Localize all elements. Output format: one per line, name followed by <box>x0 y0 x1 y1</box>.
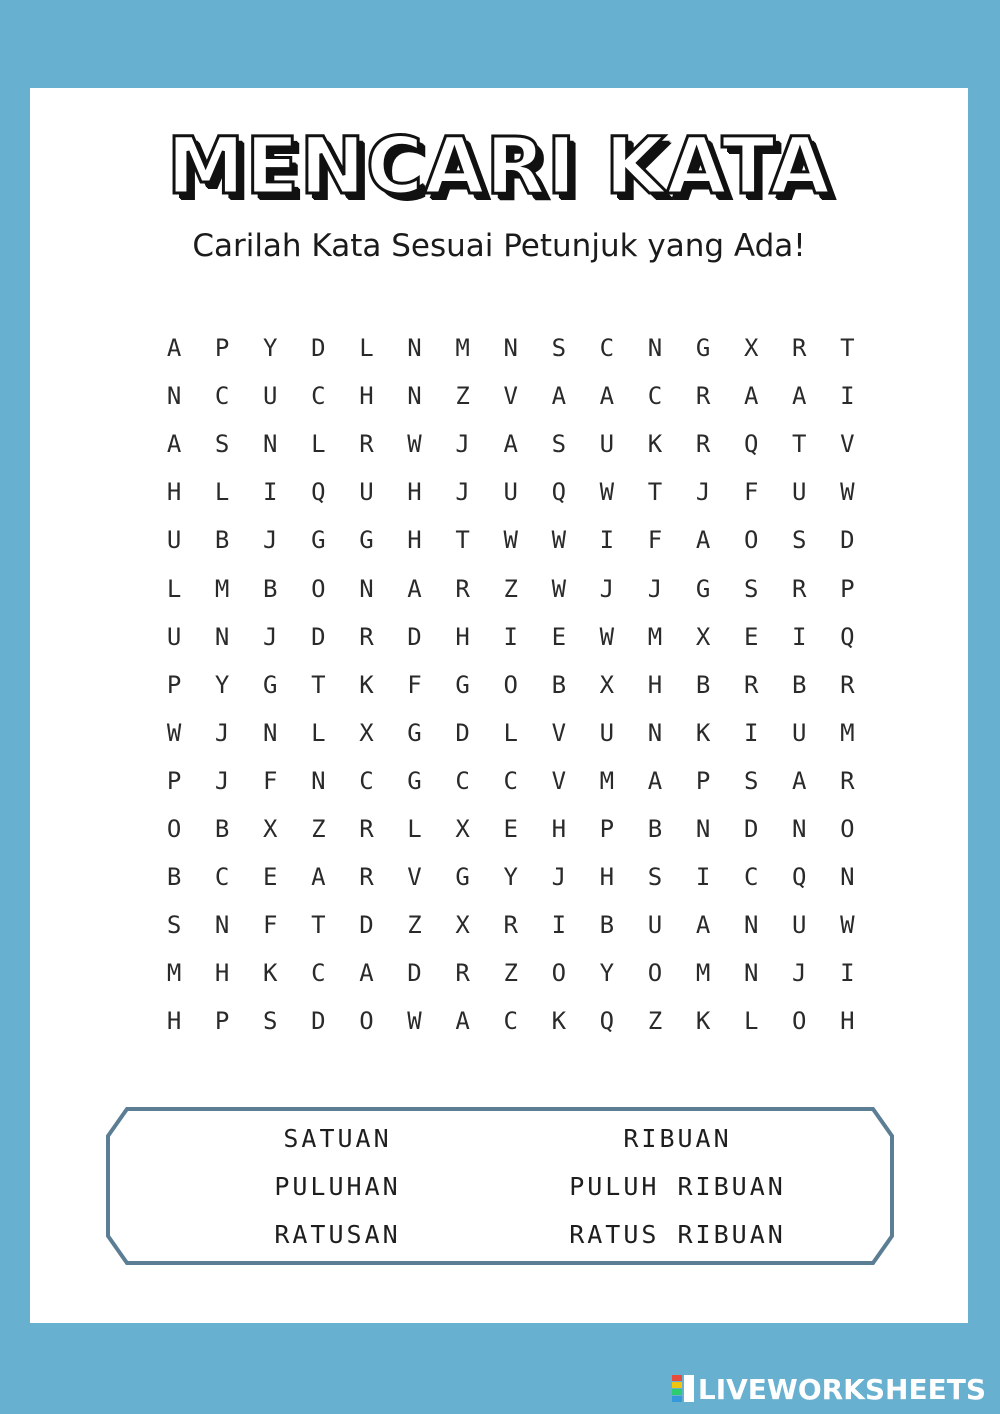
grid-letter[interactable]: V <box>407 863 422 892</box>
brand-text: LIVEWORKSHEETS <box>697 1372 986 1406</box>
grid-letter[interactable]: D <box>311 622 326 651</box>
grid-letter[interactable]: R <box>695 382 711 411</box>
grid-letter[interactable]: O <box>792 1007 807 1036</box>
grid-letter[interactable]: L <box>214 478 230 507</box>
grid-letter[interactable]: N <box>743 959 759 988</box>
grid-letter[interactable]: D <box>840 526 855 555</box>
grid-letter[interactable]: I <box>840 382 855 411</box>
grid-letter[interactable]: R <box>840 766 855 795</box>
word-list-item: SATUAN <box>283 1123 392 1153</box>
grid-letter[interactable]: N <box>263 718 278 747</box>
grid-letter[interactable]: K <box>551 1007 567 1036</box>
grid-letter[interactable]: M <box>647 622 663 651</box>
grid-letter[interactable]: N <box>792 814 807 843</box>
grid-letter[interactable]: R <box>359 863 374 892</box>
grid-letter[interactable]: N <box>166 382 182 411</box>
grid-letter[interactable]: S <box>792 526 807 555</box>
grid-letter[interactable]: I <box>743 718 759 747</box>
grid-letter[interactable]: F <box>647 526 663 555</box>
grid-letter[interactable]: R <box>792 574 807 603</box>
word-list-box <box>105 1106 895 1266</box>
grid-letter[interactable]: X <box>599 670 615 699</box>
grid-letter[interactable]: O <box>551 959 567 988</box>
grid-letter[interactable]: I <box>695 863 711 892</box>
grid-letter[interactable]: Z <box>647 1007 663 1036</box>
grid-letter[interactable]: U <box>503 478 518 507</box>
grid-letter[interactable]: R <box>455 574 470 603</box>
worksheet-page <box>30 88 968 1323</box>
grid-letter[interactable]: L <box>503 718 518 747</box>
grid-letter[interactable]: V <box>551 766 567 795</box>
grid-letter[interactable]: M <box>166 959 182 988</box>
grid-letter[interactable]: S <box>743 766 759 795</box>
grid-letter[interactable]: G <box>455 863 470 892</box>
grid-letter[interactable]: G <box>359 526 374 555</box>
grid-letter[interactable]: K <box>695 1007 711 1036</box>
grid-letter[interactable]: H <box>551 814 567 843</box>
grid-letter[interactable]: R <box>695 430 711 459</box>
grid-letter[interactable]: B <box>647 814 663 843</box>
grid-letter[interactable]: N <box>263 430 278 459</box>
grid-letter[interactable]: W <box>551 526 567 555</box>
grid-letter[interactable]: M <box>695 959 711 988</box>
grid-letter[interactable]: E <box>551 622 567 651</box>
grid-letter[interactable]: F <box>407 670 422 699</box>
grid-letter[interactable]: H <box>840 1007 855 1036</box>
grid-letter[interactable]: A <box>503 430 518 459</box>
grid-letter[interactable]: B <box>792 670 807 699</box>
grid-letter[interactable]: A <box>599 382 615 411</box>
grid-letter[interactable]: B <box>263 574 278 603</box>
grid-letter[interactable]: K <box>695 718 711 747</box>
grid-letter[interactable]: M <box>840 718 855 747</box>
grid-letter[interactable]: U <box>792 911 807 940</box>
grid-letter[interactable]: C <box>311 382 326 411</box>
grid-letter[interactable]: J <box>455 430 470 459</box>
grid-letter[interactable]: Y <box>263 334 278 363</box>
grid-letter[interactable]: G <box>407 718 422 747</box>
grid-letter[interactable]: Z <box>407 911 422 940</box>
word-list-item: PULUHAN <box>274 1171 401 1201</box>
grid-letter[interactable]: H <box>599 863 615 892</box>
grid-letter[interactable]: Y <box>214 670 230 699</box>
grid-letter[interactable]: N <box>503 334 518 363</box>
grid-letter[interactable]: C <box>743 863 759 892</box>
grid-letter[interactable]: A <box>792 382 807 411</box>
grid-letter[interactable]: O <box>647 959 663 988</box>
grid-letter[interactable]: R <box>359 814 374 843</box>
grid-letter[interactable]: N <box>359 574 374 603</box>
word-list <box>105 1106 895 1266</box>
grid-letter[interactable]: R <box>359 430 374 459</box>
grid-letter[interactable]: W <box>503 526 518 555</box>
grid-letter[interactable]: P <box>695 766 711 795</box>
grid-letter[interactable]: X <box>695 622 711 651</box>
grid-letter[interactable]: X <box>455 911 470 940</box>
grid-letter[interactable]: A <box>311 863 326 892</box>
grid-letter[interactable]: W <box>840 911 855 940</box>
grid-letter[interactable]: O <box>840 814 855 843</box>
grid-letter[interactable]: D <box>743 814 759 843</box>
grid-letter[interactable]: Y <box>599 959 615 988</box>
grid-letter[interactable]: U <box>263 382 278 411</box>
grid-letter[interactable]: J <box>792 959 807 988</box>
grid-letter[interactable]: N <box>407 334 422 363</box>
grid-letter[interactable]: W <box>599 622 615 651</box>
grid-letter[interactable]: W <box>840 478 855 507</box>
grid-letter[interactable]: N <box>407 382 422 411</box>
grid-letter[interactable]: R <box>840 670 855 699</box>
grid-letter[interactable]: V <box>840 430 855 459</box>
word-list-item: RATUSAN <box>274 1219 401 1249</box>
grid-letter[interactable]: N <box>647 334 663 363</box>
grid-letter[interactable]: L <box>311 430 326 459</box>
grid-letter[interactable]: I <box>263 478 278 507</box>
grid-letter[interactable]: M <box>599 766 615 795</box>
grid-letter[interactable]: I <box>792 622 807 651</box>
grid-letter[interactable]: G <box>263 670 278 699</box>
liveworksheets-logo-icon <box>672 1375 694 1403</box>
grid-letter[interactable]: T <box>311 911 326 940</box>
grid-letter[interactable]: U <box>599 430 615 459</box>
grid-letter[interactable]: J <box>263 622 278 651</box>
grid-letter[interactable]: A <box>792 766 807 795</box>
grid-letter[interactable]: A <box>166 430 182 459</box>
grid-letter[interactable]: T <box>647 478 663 507</box>
grid-letter[interactable]: X <box>743 334 759 363</box>
grid-letter[interactable]: H <box>407 478 422 507</box>
grid-letter[interactable]: B <box>166 863 182 892</box>
word-list-item: RATUS RIBUAN <box>569 1219 786 1249</box>
grid-letter[interactable]: C <box>455 766 470 795</box>
grid-letter[interactable]: I <box>551 911 567 940</box>
grid-letter[interactable]: U <box>792 718 807 747</box>
grid-letter[interactable]: M <box>455 334 470 363</box>
grid-letter[interactable]: U <box>647 911 663 940</box>
grid-letter[interactable]: C <box>359 766 374 795</box>
grid-letter[interactable]: Q <box>311 478 326 507</box>
grid-letter[interactable]: F <box>263 911 278 940</box>
grid-letter[interactable]: P <box>840 574 855 603</box>
grid-letter[interactable]: G <box>311 526 326 555</box>
grid-letter[interactable]: T <box>311 670 326 699</box>
grid-letter[interactable]: B <box>214 526 230 555</box>
grid-letter[interactable]: V <box>503 382 518 411</box>
grid-letter[interactable]: O <box>311 574 326 603</box>
grid-letter[interactable]: O <box>743 526 759 555</box>
grid-letter[interactable]: D <box>311 1007 326 1036</box>
grid-letter[interactable]: C <box>311 959 326 988</box>
grid-letter[interactable]: Q <box>551 478 567 507</box>
grid-letter[interactable]: G <box>695 574 711 603</box>
grid-letter[interactable]: J <box>214 766 230 795</box>
grid-letter[interactable]: E <box>743 622 759 651</box>
grid-letter[interactable]: U <box>166 526 182 555</box>
grid-letter[interactable]: O <box>359 1007 374 1036</box>
grid-letter[interactable]: B <box>214 814 230 843</box>
grid-letter[interactable]: W <box>166 718 182 747</box>
grid-letter[interactable]: L <box>743 1007 759 1036</box>
grid-letter[interactable]: J <box>695 478 711 507</box>
word-list-item: RIBUAN <box>623 1123 732 1153</box>
page-title: MENCARI KATA <box>166 122 832 212</box>
grid-letter[interactable]: W <box>599 478 615 507</box>
grid-letter[interactable]: S <box>551 430 567 459</box>
grid-letter[interactable]: D <box>359 911 374 940</box>
grid-letter[interactable]: P <box>166 766 182 795</box>
grid-letter[interactable]: U <box>792 478 807 507</box>
grid-letter[interactable]: I <box>840 959 855 988</box>
grid-letter[interactable]: J <box>214 718 230 747</box>
grid-letter[interactable]: X <box>263 814 278 843</box>
word-search-grid[interactable] <box>150 324 871 1045</box>
grid-letter[interactable]: U <box>359 478 374 507</box>
grid-letter[interactable]: A <box>407 574 422 603</box>
grid-letter[interactable]: Z <box>503 574 518 603</box>
grid-letter[interactable]: S <box>551 334 567 363</box>
grid-letter[interactable]: P <box>599 814 615 843</box>
grid-letter[interactable]: B <box>599 911 615 940</box>
grid-letter[interactable]: N <box>214 911 230 940</box>
grid-letter[interactable]: U <box>166 622 182 651</box>
grid-letter[interactable]: M <box>214 574 230 603</box>
grid-letter[interactable]: C <box>503 766 518 795</box>
grid-letter[interactable]: K <box>263 959 278 988</box>
grid-letter[interactable]: T <box>840 334 855 363</box>
grid-letter[interactable]: Z <box>503 959 518 988</box>
grid-letter[interactable]: C <box>647 382 663 411</box>
grid-letter[interactable]: L <box>359 334 374 363</box>
grid-letter[interactable]: S <box>743 574 759 603</box>
grid-letter[interactable]: K <box>647 430 663 459</box>
grid-letter[interactable]: C <box>214 382 230 411</box>
grid-letter[interactable]: D <box>407 622 422 651</box>
grid-letter[interactable]: S <box>166 911 182 940</box>
grid-letter[interactable]: N <box>647 718 663 747</box>
grid-letter[interactable]: S <box>647 863 663 892</box>
grid-letter[interactable]: W <box>407 1007 422 1036</box>
grid-letter[interactable]: Y <box>503 863 518 892</box>
grid-letter[interactable]: J <box>263 526 278 555</box>
grid-letter[interactable]: T <box>792 430 807 459</box>
grid-letter[interactable]: C <box>599 334 615 363</box>
grid-letter[interactable]: H <box>647 670 663 699</box>
grid-letter[interactable]: B <box>551 670 567 699</box>
page-subtitle: Carilah Kata Sesuai Petunjuk yang Ada! <box>192 228 806 264</box>
grid-letter[interactable]: H <box>214 959 230 988</box>
grid-letter[interactable]: F <box>263 766 278 795</box>
grid-letter[interactable]: X <box>359 718 374 747</box>
grid-letter[interactable]: W <box>407 430 422 459</box>
grid-letter[interactable]: A <box>455 1007 470 1036</box>
grid-letter[interactable]: W <box>551 574 567 603</box>
grid-letter[interactable]: N <box>840 863 855 892</box>
grid-letter[interactable]: C <box>214 863 230 892</box>
grid-letter[interactable]: I <box>599 526 615 555</box>
grid-letter[interactable]: S <box>214 430 230 459</box>
grid-letter[interactable]: I <box>503 622 518 651</box>
grid-letter[interactable]: Z <box>455 382 470 411</box>
grid-letter[interactable]: L <box>407 814 422 843</box>
grid-letter[interactable]: Z <box>311 814 326 843</box>
grid-letter[interactable]: Q <box>792 863 807 892</box>
grid-letter[interactable]: S <box>263 1007 278 1036</box>
grid-letter[interactable]: A <box>647 766 663 795</box>
grid-letter[interactable]: Q <box>599 1007 615 1036</box>
grid-letter[interactable]: T <box>455 526 470 555</box>
grid-letter[interactable]: X <box>455 814 470 843</box>
grid-letter[interactable]: J <box>647 574 663 603</box>
grid-letter[interactable]: O <box>166 814 182 843</box>
grid-letter[interactable]: A <box>695 526 711 555</box>
grid-letter[interactable]: R <box>743 670 759 699</box>
grid-letter[interactable]: C <box>503 1007 518 1036</box>
grid-letter[interactable]: G <box>455 670 470 699</box>
grid-letter[interactable]: K <box>359 670 374 699</box>
grid-letter[interactable]: L <box>311 718 326 747</box>
grid-letter[interactable]: H <box>359 382 374 411</box>
grid-letter[interactable]: H <box>455 622 470 651</box>
grid-letter[interactable]: R <box>503 911 518 940</box>
grid-letter[interactable]: B <box>695 670 711 699</box>
grid-letter[interactable]: D <box>407 959 422 988</box>
grid-letter[interactable]: F <box>743 478 759 507</box>
grid-letter[interactable]: A <box>166 334 182 363</box>
grid-letter[interactable]: V <box>551 718 567 747</box>
grid-letter[interactable]: N <box>743 911 759 940</box>
grid-letter[interactable]: H <box>166 1007 182 1036</box>
grid-letter[interactable]: O <box>503 670 518 699</box>
grid-letter[interactable]: H <box>166 478 182 507</box>
grid-letter[interactable]: Q <box>840 622 855 651</box>
grid-letter[interactable]: E <box>503 814 518 843</box>
grid-letter[interactable]: A <box>743 382 759 411</box>
grid-letter[interactable]: P <box>166 670 182 699</box>
grid-letter[interactable]: A <box>551 382 567 411</box>
grid-letter[interactable]: R <box>455 959 470 988</box>
grid-letter[interactable]: J <box>599 574 615 603</box>
grid-letter[interactable]: L <box>166 574 182 603</box>
grid-letter[interactable]: G <box>407 766 422 795</box>
grid-letter[interactable]: N <box>214 622 230 651</box>
grid-letter[interactable]: D <box>311 334 326 363</box>
grid-letter[interactable]: N <box>695 814 711 843</box>
grid-letter[interactable]: Q <box>743 430 759 459</box>
grid-letter[interactable]: J <box>551 863 567 892</box>
grid-letter[interactable]: A <box>359 959 374 988</box>
grid-letter[interactable]: P <box>214 334 230 363</box>
grid-letter[interactable]: E <box>263 863 278 892</box>
grid-letter[interactable]: J <box>455 478 470 507</box>
liveworksheets-brand[interactable] <box>672 1372 986 1406</box>
grid-letter[interactable]: A <box>695 911 711 940</box>
grid-letter[interactable]: H <box>407 526 422 555</box>
grid-letter[interactable]: P <box>214 1007 230 1036</box>
grid-letter[interactable]: R <box>792 334 807 363</box>
grid-letter[interactable]: D <box>455 718 470 747</box>
word-list-item: PULUH RIBUAN <box>569 1171 786 1201</box>
grid-letter[interactable]: N <box>311 766 326 795</box>
grid-letter[interactable]: U <box>599 718 615 747</box>
grid-letter[interactable]: G <box>695 334 711 363</box>
grid-letter[interactable]: R <box>359 622 374 651</box>
